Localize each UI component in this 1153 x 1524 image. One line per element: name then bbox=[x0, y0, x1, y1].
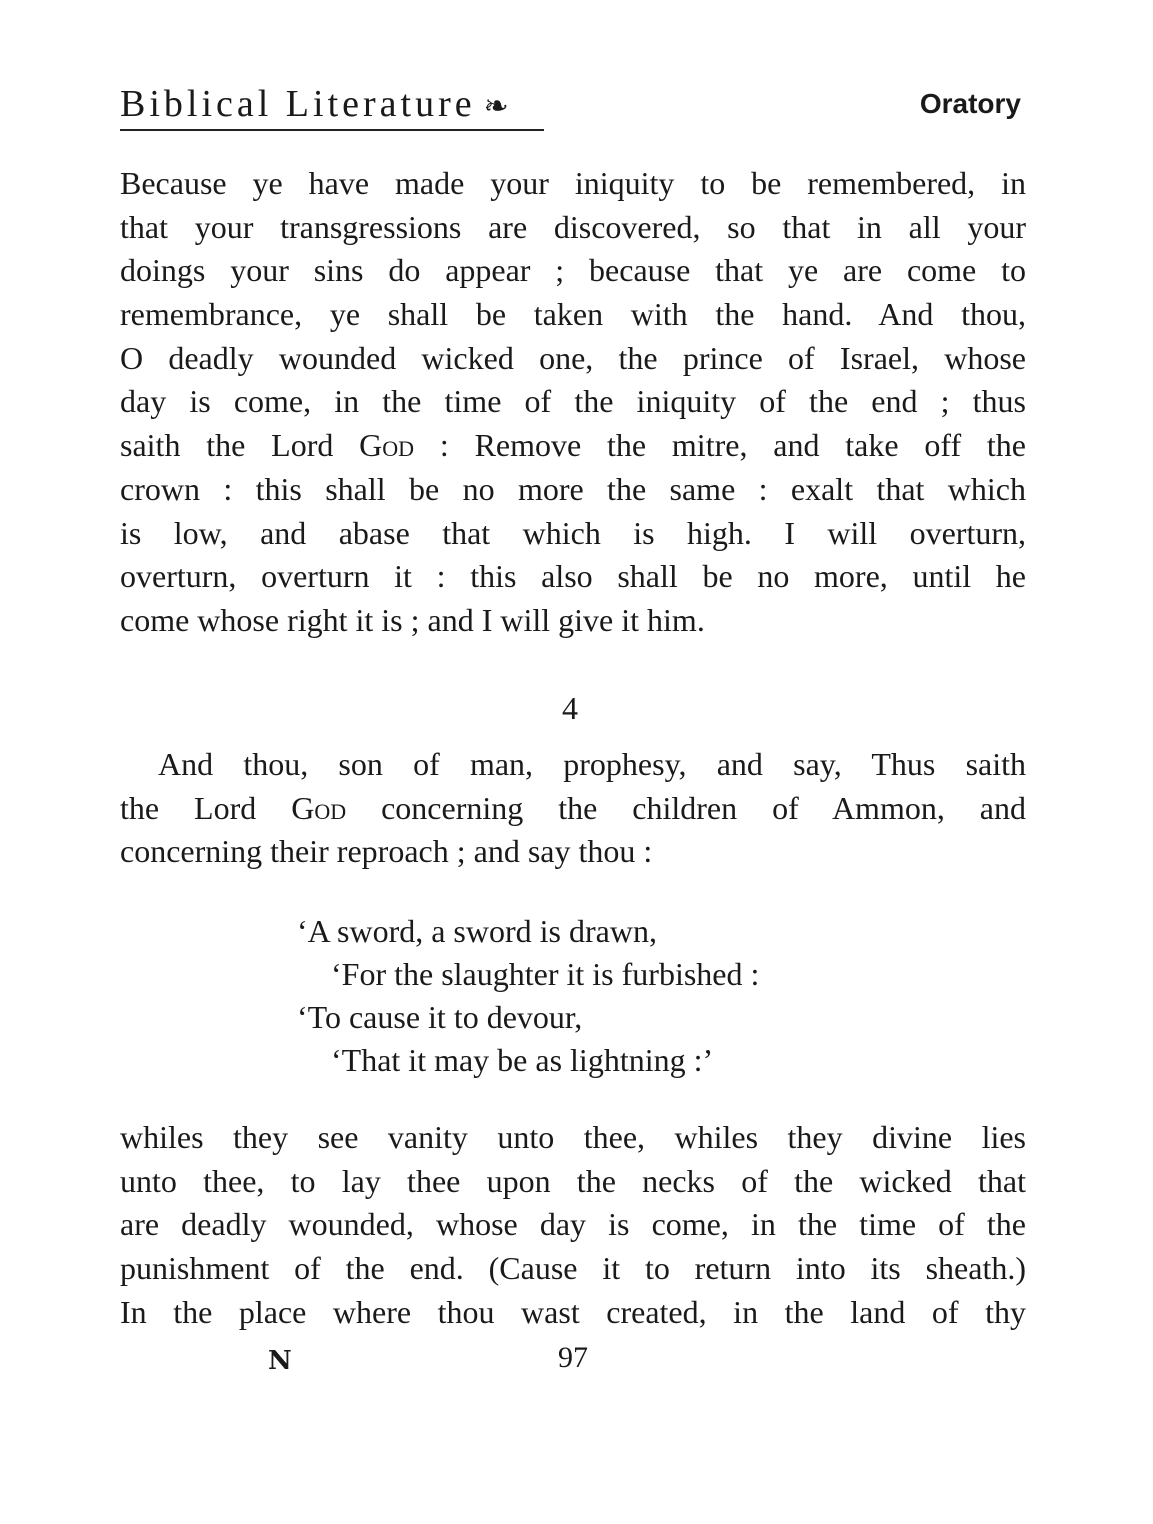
text-line: unto thee, to lay thee upon the necks of the wicked that bbox=[120, 1162, 1026, 1199]
text-line: are deadly wounded, whose day is come, in the time of the bbox=[120, 1206, 1026, 1243]
passage-3 bbox=[120, 1116, 1026, 1334]
text-line: concerning their reproach ; and say thou : bbox=[120, 833, 653, 870]
running-header-title bbox=[120, 82, 509, 126]
verse-line: ‘For the slaughter it is furbished : bbox=[331, 956, 760, 992]
text-line: punishment of the end. (Cause it to return into its sheath.) bbox=[120, 1250, 1026, 1287]
text-line: saith the Lord God : Remove the mitre, and take off the bbox=[120, 427, 1027, 464]
running-header-section: Oratory bbox=[919, 88, 1021, 119]
signature-mark: N bbox=[268, 1346, 292, 1376]
divine-name: God bbox=[359, 427, 415, 464]
text-line: day is come, in the time of the iniquity of the end ; thus bbox=[120, 383, 1026, 420]
header-title-text: Biblical Literature bbox=[120, 83, 476, 125]
text-line: doings your sins do appear ; because that ye are come to bbox=[120, 252, 1026, 289]
text-line: overturn, overturn it : this also shall be no more, until he bbox=[120, 558, 1026, 595]
text-line: the Lord God concerning the children of Ammon, and bbox=[120, 789, 1027, 826]
text-line: that your transgressions are discovered, so that in all your bbox=[120, 208, 1026, 245]
verse-line: ‘That it may be as lightning :’ bbox=[331, 1042, 714, 1078]
text-line: whiles they see vanity unto thee, whiles they divine lies bbox=[120, 1119, 1026, 1155]
text-line: remembrance, ye shall be taken with the hand. And thou, bbox=[120, 296, 1026, 333]
passage-1 bbox=[120, 162, 1026, 643]
section-number: 4 bbox=[562, 690, 578, 726]
text-line: And thou, son of man, prophesy, and say, Thus saith bbox=[158, 746, 1026, 782]
text-line: is low, and abase that which is high. I will overturn, bbox=[120, 514, 1026, 551]
verse-line: ‘A sword, a sword is drawn, bbox=[297, 913, 657, 949]
page-number: 97 bbox=[558, 1341, 588, 1374]
verse-line: ‘To cause it to devour, bbox=[297, 999, 583, 1035]
text-line: O deadly wounded wicked one, the prince of Israel, whose bbox=[120, 339, 1026, 376]
header-ornament-icon: ❧ bbox=[483, 90, 509, 123]
passage-2 bbox=[120, 743, 1026, 874]
header-rule bbox=[120, 129, 544, 131]
divine-name: God bbox=[291, 789, 347, 826]
text-line: come whose right it is ; and I will give it him. bbox=[120, 601, 705, 638]
text-line: crown : this shall be no more the same : exalt that which bbox=[120, 470, 1026, 507]
text-line: Because ye have made your iniquity to be remembered, in bbox=[120, 165, 1026, 201]
text-line: In the place where thou wast created, in the land of thy bbox=[120, 1293, 1026, 1330]
